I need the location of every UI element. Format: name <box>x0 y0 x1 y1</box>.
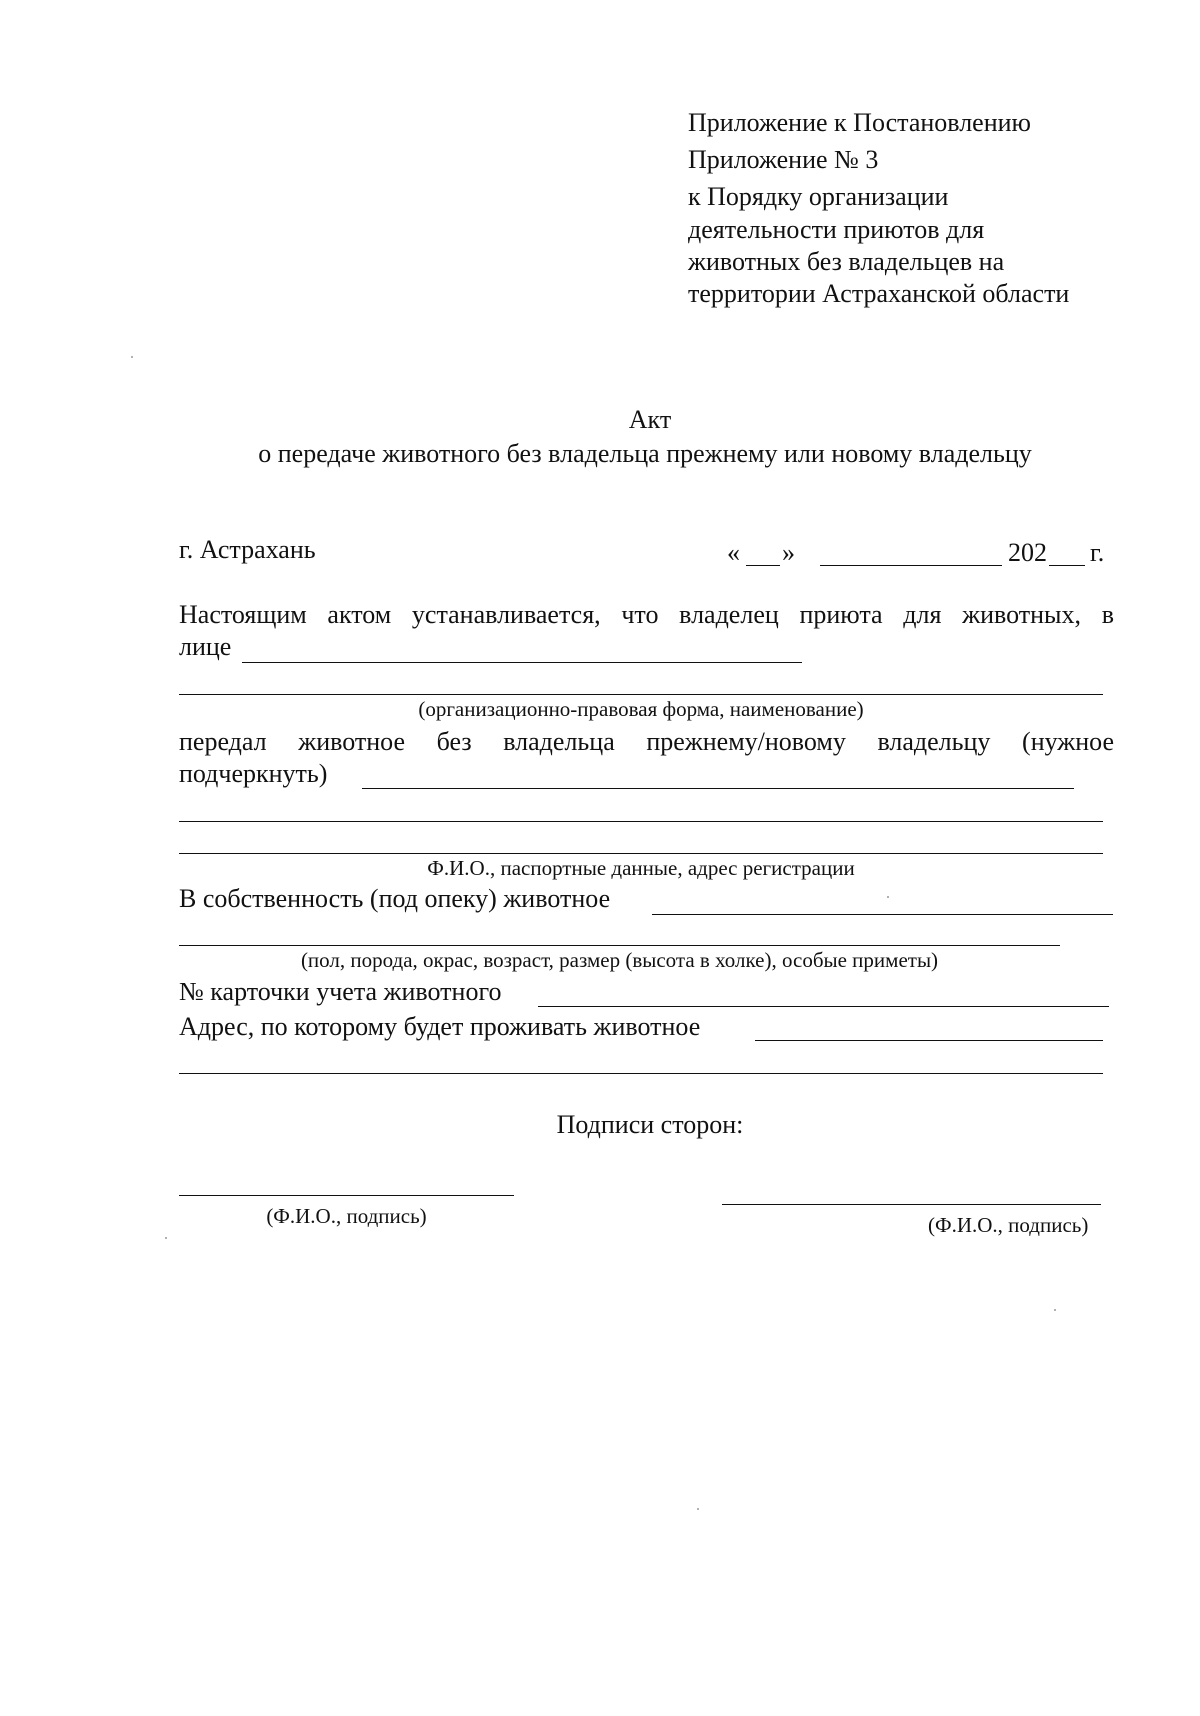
signatures-heading: Подписи сторон: <box>556 1110 744 1139</box>
date-year-blank <box>1049 565 1085 566</box>
place-label: г. Астрахань <box>179 535 316 564</box>
representative-blank <box>242 662 802 663</box>
scan-speck <box>165 1237 167 1239</box>
appendix-line-4: деятельности приютов для <box>688 215 985 244</box>
organization-blank <box>179 694 1103 695</box>
document-subtitle: о передаче животного без владельца прежнему или новому владельцу <box>258 439 1032 468</box>
card-number-blank <box>538 1006 1109 1007</box>
scan-speck <box>887 896 889 898</box>
signature-right-caption: (Ф.И.О., подпись) <box>928 1213 1089 1237</box>
date-year-prefix: 202 <box>1008 538 1047 567</box>
appendix-line-5: животных без владельцев на <box>688 247 1005 276</box>
transfer-line-1: передал животное без владельца прежнему/новому владельцу (нужное <box>179 727 1114 756</box>
scan-speck <box>1054 1309 1056 1311</box>
caption-organization: (организационно-правовая форма, наименование) <box>418 697 864 721</box>
appendix-line-6: территории Астраханской области <box>688 279 1070 308</box>
signature-right-blank <box>722 1204 1101 1205</box>
signature-left-caption: (Ф.И.О., подпись) <box>266 1204 427 1228</box>
new-owner-blank-3 <box>179 853 1103 854</box>
new-owner-blank-2 <box>179 821 1103 822</box>
animal-blank-2 <box>179 945 1060 946</box>
address-blank-2 <box>179 1073 1103 1074</box>
transfer-line-2: подчеркнуть) <box>179 759 328 788</box>
date-open-quote: « <box>727 538 740 567</box>
scan-speck <box>697 1508 699 1510</box>
animal-blank-1 <box>652 914 1113 915</box>
new-owner-blank-1 <box>362 788 1074 789</box>
appendix-line-3: к Порядку организации <box>688 182 949 211</box>
caption-person: Ф.И.О., паспортные данные, адрес регистрации <box>427 856 855 880</box>
appendix-line-2: Приложение № 3 <box>688 145 879 174</box>
caption-animal: (пол, порода, окрас, возраст, размер (высота в холке), особые приметы) <box>300 948 939 972</box>
ownership-label: В собственность (под опеку) животное <box>179 884 611 913</box>
card-number-label: № карточки учета животного <box>179 977 502 1006</box>
date-day-blank <box>746 565 780 566</box>
date-close-quote: » <box>782 538 795 567</box>
document-title: Акт <box>628 405 672 434</box>
intro-line-1: Настоящим актом устанавливается, что владелец приюта для животных, в <box>179 600 1114 629</box>
signature-left-blank <box>179 1195 514 1196</box>
date-year-suffix: г. <box>1090 538 1105 567</box>
appendix-line-1: Приложение к Постановлению <box>688 108 1031 137</box>
address-label: Адрес, по которому будет проживать животное <box>179 1012 701 1041</box>
date-month-blank <box>820 565 1002 566</box>
scan-speck <box>131 356 133 358</box>
address-blank-1 <box>755 1040 1103 1041</box>
intro-line-2: лице <box>179 632 232 661</box>
